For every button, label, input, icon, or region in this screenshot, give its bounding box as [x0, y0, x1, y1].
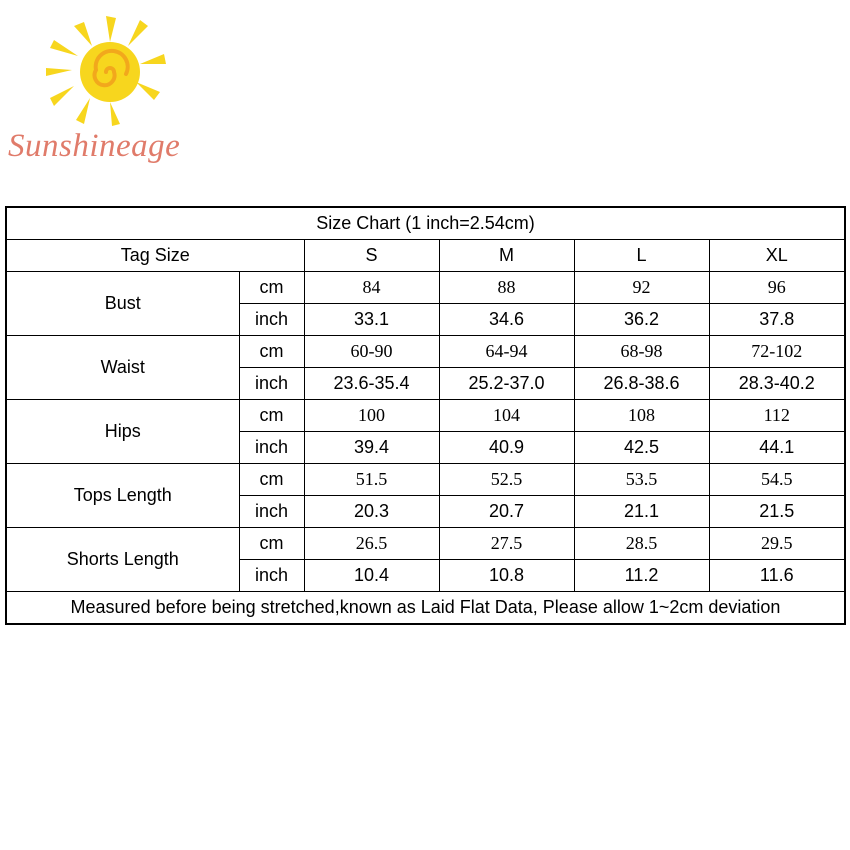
cm-value-cell: 26.5 — [304, 528, 439, 560]
inch-value-cell: 21.1 — [574, 496, 709, 528]
measure-label: Hips — [6, 400, 239, 464]
inch-unit-label: inch — [239, 496, 304, 528]
inch-value-cell: 37.8 — [709, 304, 845, 336]
size-header: L — [574, 240, 709, 272]
cm-value-cell: 88 — [439, 272, 574, 304]
tag-size-label: Tag Size — [6, 240, 304, 272]
cm-value-cell: 29.5 — [709, 528, 845, 560]
measure-row — [6, 400, 845, 432]
cm-value-cell: 53.5 — [574, 464, 709, 496]
measure-label: Tops Length — [6, 464, 239, 528]
cm-value-cell: 51.5 — [304, 464, 439, 496]
sun-spiral-icon — [40, 12, 180, 132]
cm-unit-label: cm — [239, 400, 304, 432]
inch-value-cell: 11.6 — [709, 560, 845, 592]
inch-value-cell: 33.1 — [304, 304, 439, 336]
inch-unit-label: inch — [239, 368, 304, 400]
size-header: M — [439, 240, 574, 272]
inch-value-cell: 34.6 — [439, 304, 574, 336]
cm-unit-label: cm — [239, 272, 304, 304]
measure-label: Shorts Length — [6, 528, 239, 592]
cm-value-cell: 68-98 — [574, 336, 709, 368]
cm-value-cell: 84 — [304, 272, 439, 304]
inch-value-cell: 10.8 — [439, 560, 574, 592]
measure-row — [6, 464, 845, 496]
measure-row — [6, 336, 845, 368]
size-header: S — [304, 240, 439, 272]
cm-value-cell: 96 — [709, 272, 845, 304]
inch-unit-label: inch — [239, 560, 304, 592]
cm-value-cell: 104 — [439, 400, 574, 432]
size-header: XL — [709, 240, 845, 272]
cm-value-cell: 112 — [709, 400, 845, 432]
measure-row — [6, 272, 845, 304]
inch-value-cell: 20.7 — [439, 496, 574, 528]
chart-title: Size Chart (1 inch=2.54cm) — [6, 207, 845, 240]
inch-value-cell: 26.8-38.6 — [574, 368, 709, 400]
cm-value-cell: 28.5 — [574, 528, 709, 560]
brand-name: Sunshineage — [8, 128, 181, 164]
deviation-note: Measured before being stretched,known as Laid Flat Data, Please allow 1~2cm deviation — [6, 592, 845, 625]
inch-unit-label: inch — [239, 432, 304, 464]
cm-unit-label: cm — [239, 336, 304, 368]
inch-value-cell: 20.3 — [304, 496, 439, 528]
inch-value-cell: 28.3-40.2 — [709, 368, 845, 400]
size-header-row — [6, 240, 845, 272]
inch-value-cell: 23.6-35.4 — [304, 368, 439, 400]
inch-value-cell: 36.2 — [574, 304, 709, 336]
inch-value-cell: 21.5 — [709, 496, 845, 528]
inch-value-cell: 39.4 — [304, 432, 439, 464]
cm-unit-label: cm — [239, 464, 304, 496]
cm-value-cell: 100 — [304, 400, 439, 432]
inch-value-cell: 10.4 — [304, 560, 439, 592]
cm-value-cell: 54.5 — [709, 464, 845, 496]
inch-value-cell: 40.9 — [439, 432, 574, 464]
cm-value-cell: 92 — [574, 272, 709, 304]
size-chart-table — [5, 206, 846, 625]
inch-value-cell: 25.2-37.0 — [439, 368, 574, 400]
cm-value-cell: 72-102 — [709, 336, 845, 368]
cm-unit-label: cm — [239, 528, 304, 560]
inch-value-cell: 42.5 — [574, 432, 709, 464]
cm-value-cell: 64-94 — [439, 336, 574, 368]
inch-value-cell: 11.2 — [574, 560, 709, 592]
brand-logo — [0, 0, 230, 175]
measure-row — [6, 528, 845, 560]
inch-unit-label: inch — [239, 304, 304, 336]
measure-label: Waist — [6, 336, 239, 400]
cm-value-cell: 27.5 — [439, 528, 574, 560]
inch-value-cell: 44.1 — [709, 432, 845, 464]
cm-value-cell: 108 — [574, 400, 709, 432]
cm-value-cell: 52.5 — [439, 464, 574, 496]
cm-value-cell: 60-90 — [304, 336, 439, 368]
measure-label: Bust — [6, 272, 239, 336]
